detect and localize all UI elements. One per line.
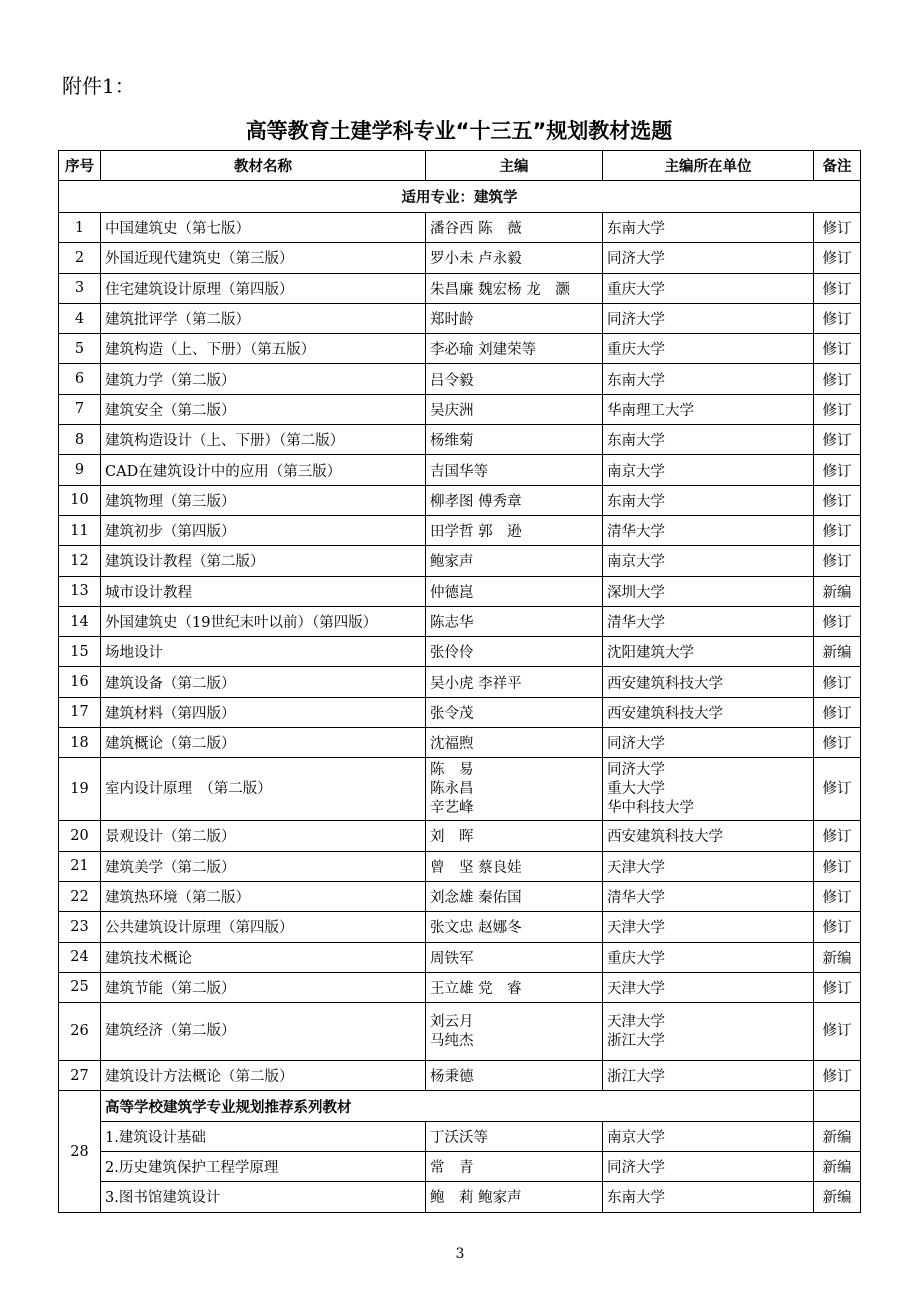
series-title: 高等学校建筑学专业规划推荐系列教材	[101, 1091, 814, 1121]
chief-editor: 吕令毅	[426, 364, 603, 394]
chief-editor: 常 青	[426, 1152, 603, 1182]
table-row	[59, 851, 861, 881]
row-number: 8	[59, 425, 101, 455]
table-row	[59, 243, 861, 273]
editor-unit: 同济大学	[603, 243, 814, 273]
textbook-name: 外国近现代建筑史（第三版）	[101, 243, 426, 273]
chief-editor: 张令茂	[426, 697, 603, 727]
editor-unit: 重庆大学	[603, 334, 814, 364]
editor-unit: 南京大学	[603, 455, 814, 485]
row-number: 18	[59, 728, 101, 758]
textbook-name: 建筑设计教程（第二版）	[101, 546, 426, 576]
header-unit: 主编所在单位	[603, 151, 814, 181]
row-number: 5	[59, 334, 101, 364]
textbook-name: 建筑构造（上、下册）（第五版）	[101, 334, 426, 364]
series-row	[59, 1091, 861, 1121]
table-row	[59, 546, 861, 576]
table-row	[59, 455, 861, 485]
editor-unit: 重庆大学	[603, 273, 814, 303]
editor-unit: 天津大学	[603, 851, 814, 881]
remark	[814, 1091, 861, 1121]
editor-unit: 浙江大学	[603, 1061, 814, 1091]
chief-editor: 张文忠 赵娜冬	[426, 912, 603, 942]
table-row	[59, 364, 861, 394]
editor-unit	[603, 1003, 814, 1061]
row-number: 19	[59, 758, 101, 821]
chief-editor: 田学哲 郭 逊	[426, 515, 603, 545]
table-row	[59, 213, 861, 243]
chief-editor: 柳孝图 傅秀章	[426, 485, 603, 515]
textbook-name: 建筑经济（第二版）	[101, 1003, 426, 1061]
textbook-name: 室内设计原理 （第二版）	[101, 758, 426, 821]
row-number: 16	[59, 667, 101, 697]
remark: 修订	[814, 243, 861, 273]
editor-unit: 深圳大学	[603, 576, 814, 606]
chief-editor: 刘 晖	[426, 821, 603, 851]
editor-unit	[603, 758, 814, 821]
remark: 修订	[814, 515, 861, 545]
chief-editor: 吉国华等	[426, 455, 603, 485]
editor-line: 陈 易	[430, 761, 474, 778]
textbook-name: 场地设计	[101, 637, 426, 667]
series-item-row	[59, 1182, 861, 1212]
remark: 修订	[814, 303, 861, 333]
editor-unit: 西安建筑科技大学	[603, 667, 814, 697]
row-number: 24	[59, 942, 101, 972]
chief-editor: 张伶伶	[426, 637, 603, 667]
remark: 修订	[814, 213, 861, 243]
table-row	[59, 667, 861, 697]
textbook-name: 建筑安全（第二版）	[101, 394, 426, 424]
table-row	[59, 821, 861, 851]
textbook-name: 建筑初步（第四版）	[101, 515, 426, 545]
editor-unit: 西安建筑科技大学	[603, 821, 814, 851]
textbook-name: 建筑设备（第二版）	[101, 667, 426, 697]
editor-unit: 东南大学	[603, 1182, 814, 1212]
editor-unit: 东南大学	[603, 425, 814, 455]
table-row	[59, 273, 861, 303]
row-number: 22	[59, 881, 101, 911]
editor-unit: 同济大学	[603, 728, 814, 758]
table-row	[59, 394, 861, 424]
unit-line: 华中科技大学	[607, 799, 694, 816]
table-row	[59, 912, 861, 942]
textbook-name: 建筑美学（第二版）	[101, 851, 426, 881]
editor-unit: 沈阳建筑大学	[603, 637, 814, 667]
table-row	[59, 576, 861, 606]
table-row	[59, 485, 861, 515]
chief-editor: 仲德崑	[426, 576, 603, 606]
table-row	[59, 758, 861, 821]
remark: 修订	[814, 546, 861, 576]
textbook-name: 公共建筑设计原理（第四版）	[101, 912, 426, 942]
row-number: 6	[59, 364, 101, 394]
chief-editor: 刘念雄 秦佑国	[426, 881, 603, 911]
unit-line: 浙江大学	[607, 1032, 665, 1049]
textbook-name: CAD在建筑设计中的应用（第三版）	[101, 455, 426, 485]
row-number: 21	[59, 851, 101, 881]
table-row	[59, 728, 861, 758]
row-number: 10	[59, 485, 101, 515]
row-number: 17	[59, 697, 101, 727]
textbook-name: 1.建筑设计基础	[101, 1121, 426, 1151]
table-row	[59, 972, 861, 1002]
table-row	[59, 606, 861, 636]
attachment-label: 附件1：	[62, 74, 135, 98]
editor-unit: 华南理工大学	[603, 394, 814, 424]
remark: 修订	[814, 697, 861, 727]
table-header-row	[59, 151, 861, 181]
textbook-name: 外国建筑史（19世纪末叶以前）（第四版）	[101, 606, 426, 636]
remark: 修订	[814, 912, 861, 942]
textbook-name: 景观设计（第二版）	[101, 821, 426, 851]
editor-line: 辛艺峰	[430, 799, 474, 816]
textbook-name: 建筑力学（第二版）	[101, 364, 426, 394]
header-editor: 主编	[426, 151, 603, 181]
chief-editor: 吴庆洲	[426, 394, 603, 424]
editor-line: 陈永昌	[430, 780, 474, 797]
chief-editor: 陈志华	[426, 606, 603, 636]
row-number: 13	[59, 576, 101, 606]
remark: 修订	[814, 821, 861, 851]
remark: 修订	[814, 364, 861, 394]
remark: 修订	[814, 758, 861, 821]
editor-line: 马纯杰	[430, 1032, 474, 1049]
section-row	[59, 181, 861, 213]
row-number: 11	[59, 515, 101, 545]
page-number: 3	[455, 1246, 465, 1262]
row-number: 28	[59, 1091, 101, 1212]
textbook-name: 建筑技术概论	[101, 942, 426, 972]
editor-unit: 南京大学	[603, 546, 814, 576]
chief-editor: 杨秉德	[426, 1061, 603, 1091]
editor-unit: 东南大学	[603, 364, 814, 394]
remark: 新编	[814, 942, 861, 972]
editor-unit: 天津大学	[603, 972, 814, 1002]
remark: 新编	[814, 1152, 861, 1182]
row-number: 12	[59, 546, 101, 576]
table-row	[59, 425, 861, 455]
remark: 新编	[814, 637, 861, 667]
textbook-name: 2.历史建筑保护工程学原理	[101, 1152, 426, 1182]
chief-editor: 罗小未 卢永毅	[426, 243, 603, 273]
textbook-name: 城市设计教程	[101, 576, 426, 606]
chief-editor: 李必瑜 刘建荣等	[426, 334, 603, 364]
table-row	[59, 515, 861, 545]
row-number: 27	[59, 1061, 101, 1091]
textbook-name: 住宅建筑设计原理（第四版）	[101, 273, 426, 303]
remark: 修订	[814, 606, 861, 636]
editor-unit: 西安建筑科技大学	[603, 697, 814, 727]
editor-unit: 清华大学	[603, 881, 814, 911]
chief-editor	[426, 758, 603, 821]
remark: 修订	[814, 273, 861, 303]
row-number: 1	[59, 213, 101, 243]
remark: 新编	[814, 576, 861, 606]
remark: 修订	[814, 334, 861, 364]
editor-unit: 天津大学	[603, 912, 814, 942]
series-item-row	[59, 1152, 861, 1182]
editor-line: 刘云月	[430, 1013, 474, 1030]
series-item-row	[59, 1121, 861, 1151]
table-row	[59, 303, 861, 333]
editor-unit: 清华大学	[603, 606, 814, 636]
chief-editor: 沈福煦	[426, 728, 603, 758]
textbook-name: 建筑概论（第二版）	[101, 728, 426, 758]
chief-editor: 潘谷西 陈 薇	[426, 213, 603, 243]
textbook-name: 中国建筑史（第七版）	[101, 213, 426, 243]
editor-unit: 同济大学	[603, 1152, 814, 1182]
row-number: 26	[59, 1003, 101, 1061]
chief-editor: 郑时龄	[426, 303, 603, 333]
remark: 修订	[814, 394, 861, 424]
table-row	[59, 334, 861, 364]
remark: 修订	[814, 881, 861, 911]
editor-unit: 重庆大学	[603, 942, 814, 972]
table-row	[59, 637, 861, 667]
chief-editor: 朱昌廉 魏宏杨 龙 灏	[426, 273, 603, 303]
remark: 新编	[814, 1121, 861, 1151]
textbook-name: 建筑节能（第二版）	[101, 972, 426, 1002]
textbook-name: 建筑热环境（第二版）	[101, 881, 426, 911]
textbook-name: 3.图书馆建筑设计	[101, 1182, 426, 1212]
editor-unit: 东南大学	[603, 213, 814, 243]
remark: 修订	[814, 667, 861, 697]
remark: 修订	[814, 425, 861, 455]
header-no: 序号	[59, 151, 101, 181]
row-number: 9	[59, 455, 101, 485]
row-number: 7	[59, 394, 101, 424]
header-remark: 备注	[814, 151, 861, 181]
chief-editor: 鲍家声	[426, 546, 603, 576]
textbook-name: 建筑构造设计（上、下册）（第二版）	[101, 425, 426, 455]
textbook-name: 建筑批评学（第二版）	[101, 303, 426, 333]
remark: 新编	[814, 1182, 861, 1212]
document-title: 高等教育土建学科专业“十三五”规划教材选题	[245, 119, 673, 143]
remark: 修订	[814, 1061, 861, 1091]
textbook-name: 建筑物理（第三版）	[101, 485, 426, 515]
unit-line: 同济大学	[607, 761, 665, 778]
table-row	[59, 1061, 861, 1091]
table-row	[59, 881, 861, 911]
table-row	[59, 697, 861, 727]
remark: 修订	[814, 851, 861, 881]
row-number: 15	[59, 637, 101, 667]
row-number: 23	[59, 912, 101, 942]
editor-unit: 东南大学	[603, 485, 814, 515]
editor-unit: 同济大学	[603, 303, 814, 333]
chief-editor: 杨维菊	[426, 425, 603, 455]
row-number: 25	[59, 972, 101, 1002]
textbook-table	[58, 150, 861, 1213]
row-number: 4	[59, 303, 101, 333]
table-row	[59, 942, 861, 972]
editor-unit: 南京大学	[603, 1121, 814, 1151]
editor-unit: 清华大学	[603, 515, 814, 545]
chief-editor: 吴小虎 李祥平	[426, 667, 603, 697]
chief-editor: 丁沃沃等	[426, 1121, 603, 1151]
chief-editor: 王立雄 党 睿	[426, 972, 603, 1002]
textbook-name: 建筑材料（第四版）	[101, 697, 426, 727]
textbook-name: 建筑设计方法概论（第二版）	[101, 1061, 426, 1091]
header-name: 教材名称	[101, 151, 426, 181]
section-title: 适用专业：建筑学	[59, 181, 861, 213]
remark: 修订	[814, 728, 861, 758]
row-number: 14	[59, 606, 101, 636]
remark: 修订	[814, 455, 861, 485]
unit-line: 重大大学	[607, 780, 665, 797]
chief-editor: 鲍 莉 鲍家声	[426, 1182, 603, 1212]
chief-editor: 周铁军	[426, 942, 603, 972]
table-row	[59, 1003, 861, 1061]
unit-line: 天津大学	[607, 1013, 665, 1030]
chief-editor: 曾 坚 蔡良娃	[426, 851, 603, 881]
remark: 修订	[814, 1003, 861, 1061]
row-number: 20	[59, 821, 101, 851]
remark: 修订	[814, 485, 861, 515]
row-number: 2	[59, 243, 101, 273]
row-number: 3	[59, 273, 101, 303]
chief-editor	[426, 1003, 603, 1061]
remark: 修订	[814, 972, 861, 1002]
